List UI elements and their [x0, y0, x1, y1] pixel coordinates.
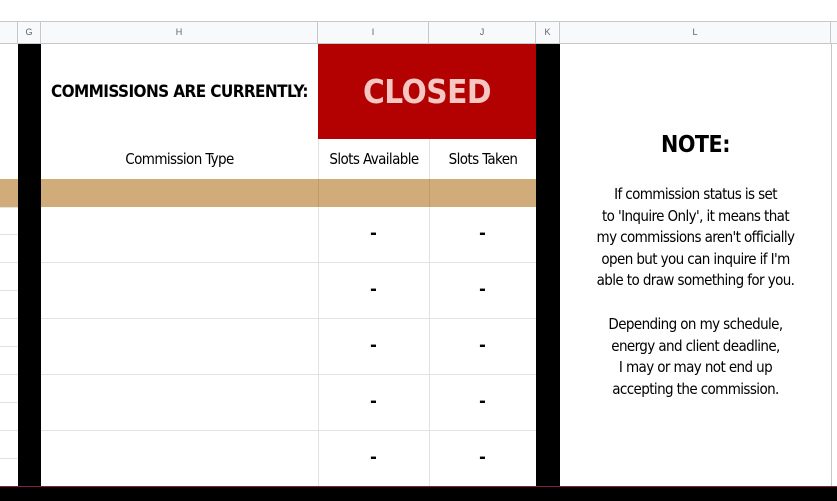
row-3-taken[interactable]: -: [479, 334, 486, 356]
tan-band-i[interactable]: [318, 179, 429, 207]
note-paragraph-1: [560, 184, 831, 292]
row-5-type[interactable]: [41, 431, 318, 486]
column-header-g[interactable]: G: [18, 22, 41, 44]
note-line: open but you can inquire if I'm: [601, 249, 790, 268]
note-line: Depending on my schedule,: [608, 315, 783, 333]
note-paragraph-2: [560, 314, 831, 400]
row-4-available[interactable]: -: [370, 390, 377, 412]
note-line: accepting the commission.: [612, 379, 779, 398]
left-black-border: [18, 44, 41, 486]
header-commission-type[interactable]: Commission Type: [125, 150, 234, 168]
row-4-type[interactable]: [41, 375, 318, 430]
header-slots-taken[interactable]: Slots Taken: [429, 139, 536, 179]
column-header-i[interactable]: I: [318, 22, 429, 44]
note-line: to 'Inquire Only', it means that: [601, 206, 790, 225]
note-line: If commission status is set: [614, 185, 777, 203]
row-1-type[interactable]: [41, 207, 318, 262]
note-title: NOTE:: [661, 132, 730, 158]
toolbar-blank: [0, 0, 837, 22]
note-line: I may or may not end up: [618, 358, 773, 376]
row-1-taken[interactable]: -: [479, 222, 486, 244]
bottom-black-border: [0, 486, 837, 501]
row-header-corner[interactable]: [0, 22, 18, 44]
note-line: my commissions aren't officially: [596, 228, 795, 246]
note-line: able to draw something for you.: [596, 271, 795, 289]
note-line: energy and client deadline,: [611, 336, 780, 355]
column-header-overflow: [831, 22, 837, 44]
row-2-type[interactable]: [41, 263, 318, 318]
row-5-available[interactable]: -: [370, 446, 377, 468]
header-slots-available[interactable]: Slots Available: [318, 139, 429, 179]
row-3-available[interactable]: -: [370, 334, 377, 356]
note-panel[interactable]: [560, 44, 831, 486]
column-header-j[interactable]: J: [429, 22, 536, 44]
status-label[interactable]: COMMISSIONS ARE CURRENTLY:: [51, 81, 308, 102]
column-header-l[interactable]: L: [560, 22, 831, 44]
tan-band-j[interactable]: [429, 179, 536, 207]
row-2-available[interactable]: -: [370, 278, 377, 300]
status-value-cell[interactable]: CLOSED: [318, 44, 536, 139]
row-4-taken[interactable]: -: [479, 390, 486, 412]
row-3-type[interactable]: [41, 319, 318, 374]
row-1-available[interactable]: -: [370, 222, 377, 244]
tan-band-row: [0, 179, 18, 207]
row-5-taken[interactable]: -: [479, 446, 486, 468]
column-header-k[interactable]: K: [536, 22, 560, 44]
row-2-taken[interactable]: -: [479, 278, 486, 300]
tan-band-h[interactable]: [41, 179, 318, 207]
right-black-border: [536, 44, 560, 486]
column-header-h[interactable]: H: [41, 22, 318, 44]
left-column-area: [0, 44, 18, 486]
